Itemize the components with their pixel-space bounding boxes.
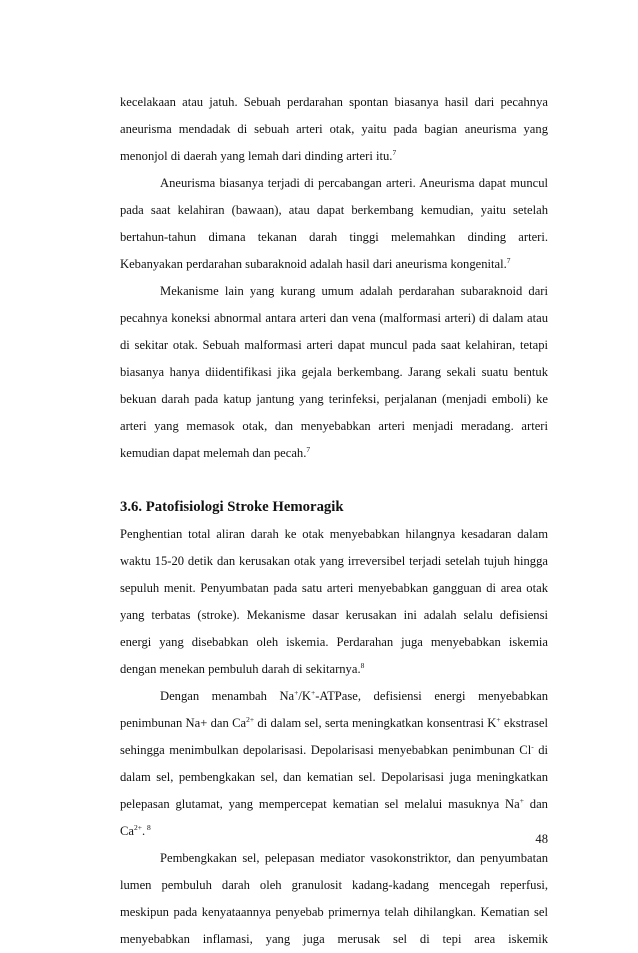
body-text bbox=[120, 89, 548, 953]
paragraph-text: /K bbox=[298, 689, 311, 703]
paragraph-text: dan Ca bbox=[120, 797, 548, 838]
paragraph bbox=[120, 683, 548, 845]
paragraph bbox=[120, 170, 548, 278]
superscript: 7 bbox=[506, 255, 511, 265]
paragraph bbox=[120, 89, 548, 170]
paragraph-text: . bbox=[141, 824, 146, 838]
superscript: 8 bbox=[145, 822, 151, 832]
superscript: 7 bbox=[392, 147, 397, 157]
superscript: 8 bbox=[360, 660, 365, 670]
superscript: + bbox=[310, 687, 316, 697]
paragraph-text: ekstrasel sehingga menimbulkan depolarisasi. Depolarisasi menyebabkan penimbunan Cl bbox=[120, 716, 548, 757]
superscript: - bbox=[531, 741, 534, 751]
paragraph bbox=[120, 278, 548, 467]
paragraph-text: Mekanisme lain yang kurang umum adalah perdarahan subaraknoid dari pecahnya koneksi abnormal antara arteri dan vena (malformasi arteri) di dalam atau di sekitar otak. Sebuah malformasi arteri dapat muncul pada saat kelahiran, tetapi biasanya hanya diidentifikasi jika gejala berkembang. Jarang sekali suatu bentuk bekuan darah pada katup jantung yang terinfeksi, perjalanan (menjadi emboli) ke arteri yang memasok otak, dan menyebabkan arteri menjadi meradang. arteri kemudian dapat melemah dan pecah. bbox=[120, 284, 548, 460]
superscript: 7 bbox=[306, 444, 311, 454]
paragraph-text: Penghentian total aliran darah ke otak menyebabkan hilangnya kesadaran dalam waktu 15-20 detik dan kerusakan otak yang irreversibel terjadi setelah tujuh hingga sepuluh menit. Penyumbatan pada satu arteri menyebabkan gangguan di area otak yang terbatas (stroke). Mekanisme dasar kerusakan ini adalah selalu defisiensi energi yang disebabkan oleh iskemia. Perdarahan juga menyebabkan iskemia dengan menekan pembuluh darah di sekitarnya. bbox=[120, 527, 548, 676]
section-3-5-continuation bbox=[120, 89, 548, 467]
paragraph-text: Dengan menambah Na bbox=[160, 689, 295, 703]
paragraph-text: Aneurisma biasanya terjadi di percabangan arteri. Aneurisma dapat muncul pada saat kelahiran (bawaan), atau dapat berkembang kemudian, yaitu setelah bertahun-tahun dimana tekanan darah tinggi melemahkan dinding arteri. Kebanyakan perdarahan subaraknoid adalah hasil dari aneurisma kongenital. bbox=[120, 176, 548, 271]
superscript: 2+ bbox=[134, 822, 142, 832]
paragraph-text: di dalam sel, serta meningkatkan konsentrasi K bbox=[254, 716, 497, 730]
paragraph bbox=[120, 521, 548, 683]
paragraph-gap bbox=[120, 467, 548, 494]
paragraph-text: di dalam sel, pembengkakan sel, dan kematian sel. Depolarisasi juga meningkatkan pelepasan glutamat, yang mempercepat kematian sel melalui masuknya Na bbox=[120, 743, 548, 811]
superscript: + bbox=[519, 795, 524, 805]
section-heading: 3.6. Patofisiologi Stroke Hemoragik bbox=[120, 499, 344, 515]
superscript: + bbox=[496, 714, 501, 724]
paragraph-text: -ATPase, defisiensi energi menyebabkan penimbunan Na+ dan Ca bbox=[120, 689, 549, 730]
paragraph-text: Pembengkakan sel, pelepasan mediator vasokonstriktor, dan penyumbatan lumen pembuluh darah oleh granulosit kadang-kadang mencegah reperfusi, meskipun pada kenyataannya penyebab primernya telah dihilangkan. Kematian sel menyebabkan inflamasi, yang juga merusak sel di tepi area iskemik bbox=[120, 851, 548, 946]
paragraph-text: kecelakaan atau jatuh. Sebuah perdarahan spontan biasanya hasil dari pecahnya aneurisma mendadak di sebuah arteri otak, yaitu pada bagian aneurisma yang menonjol di daerah yang lemah dari dinding arteri itu. bbox=[120, 95, 548, 163]
superscript: 2+ bbox=[246, 714, 255, 724]
page-number: 48 bbox=[535, 832, 548, 846]
paragraph bbox=[120, 845, 548, 953]
section-3-6-body bbox=[120, 521, 548, 953]
superscript: + bbox=[294, 687, 299, 697]
